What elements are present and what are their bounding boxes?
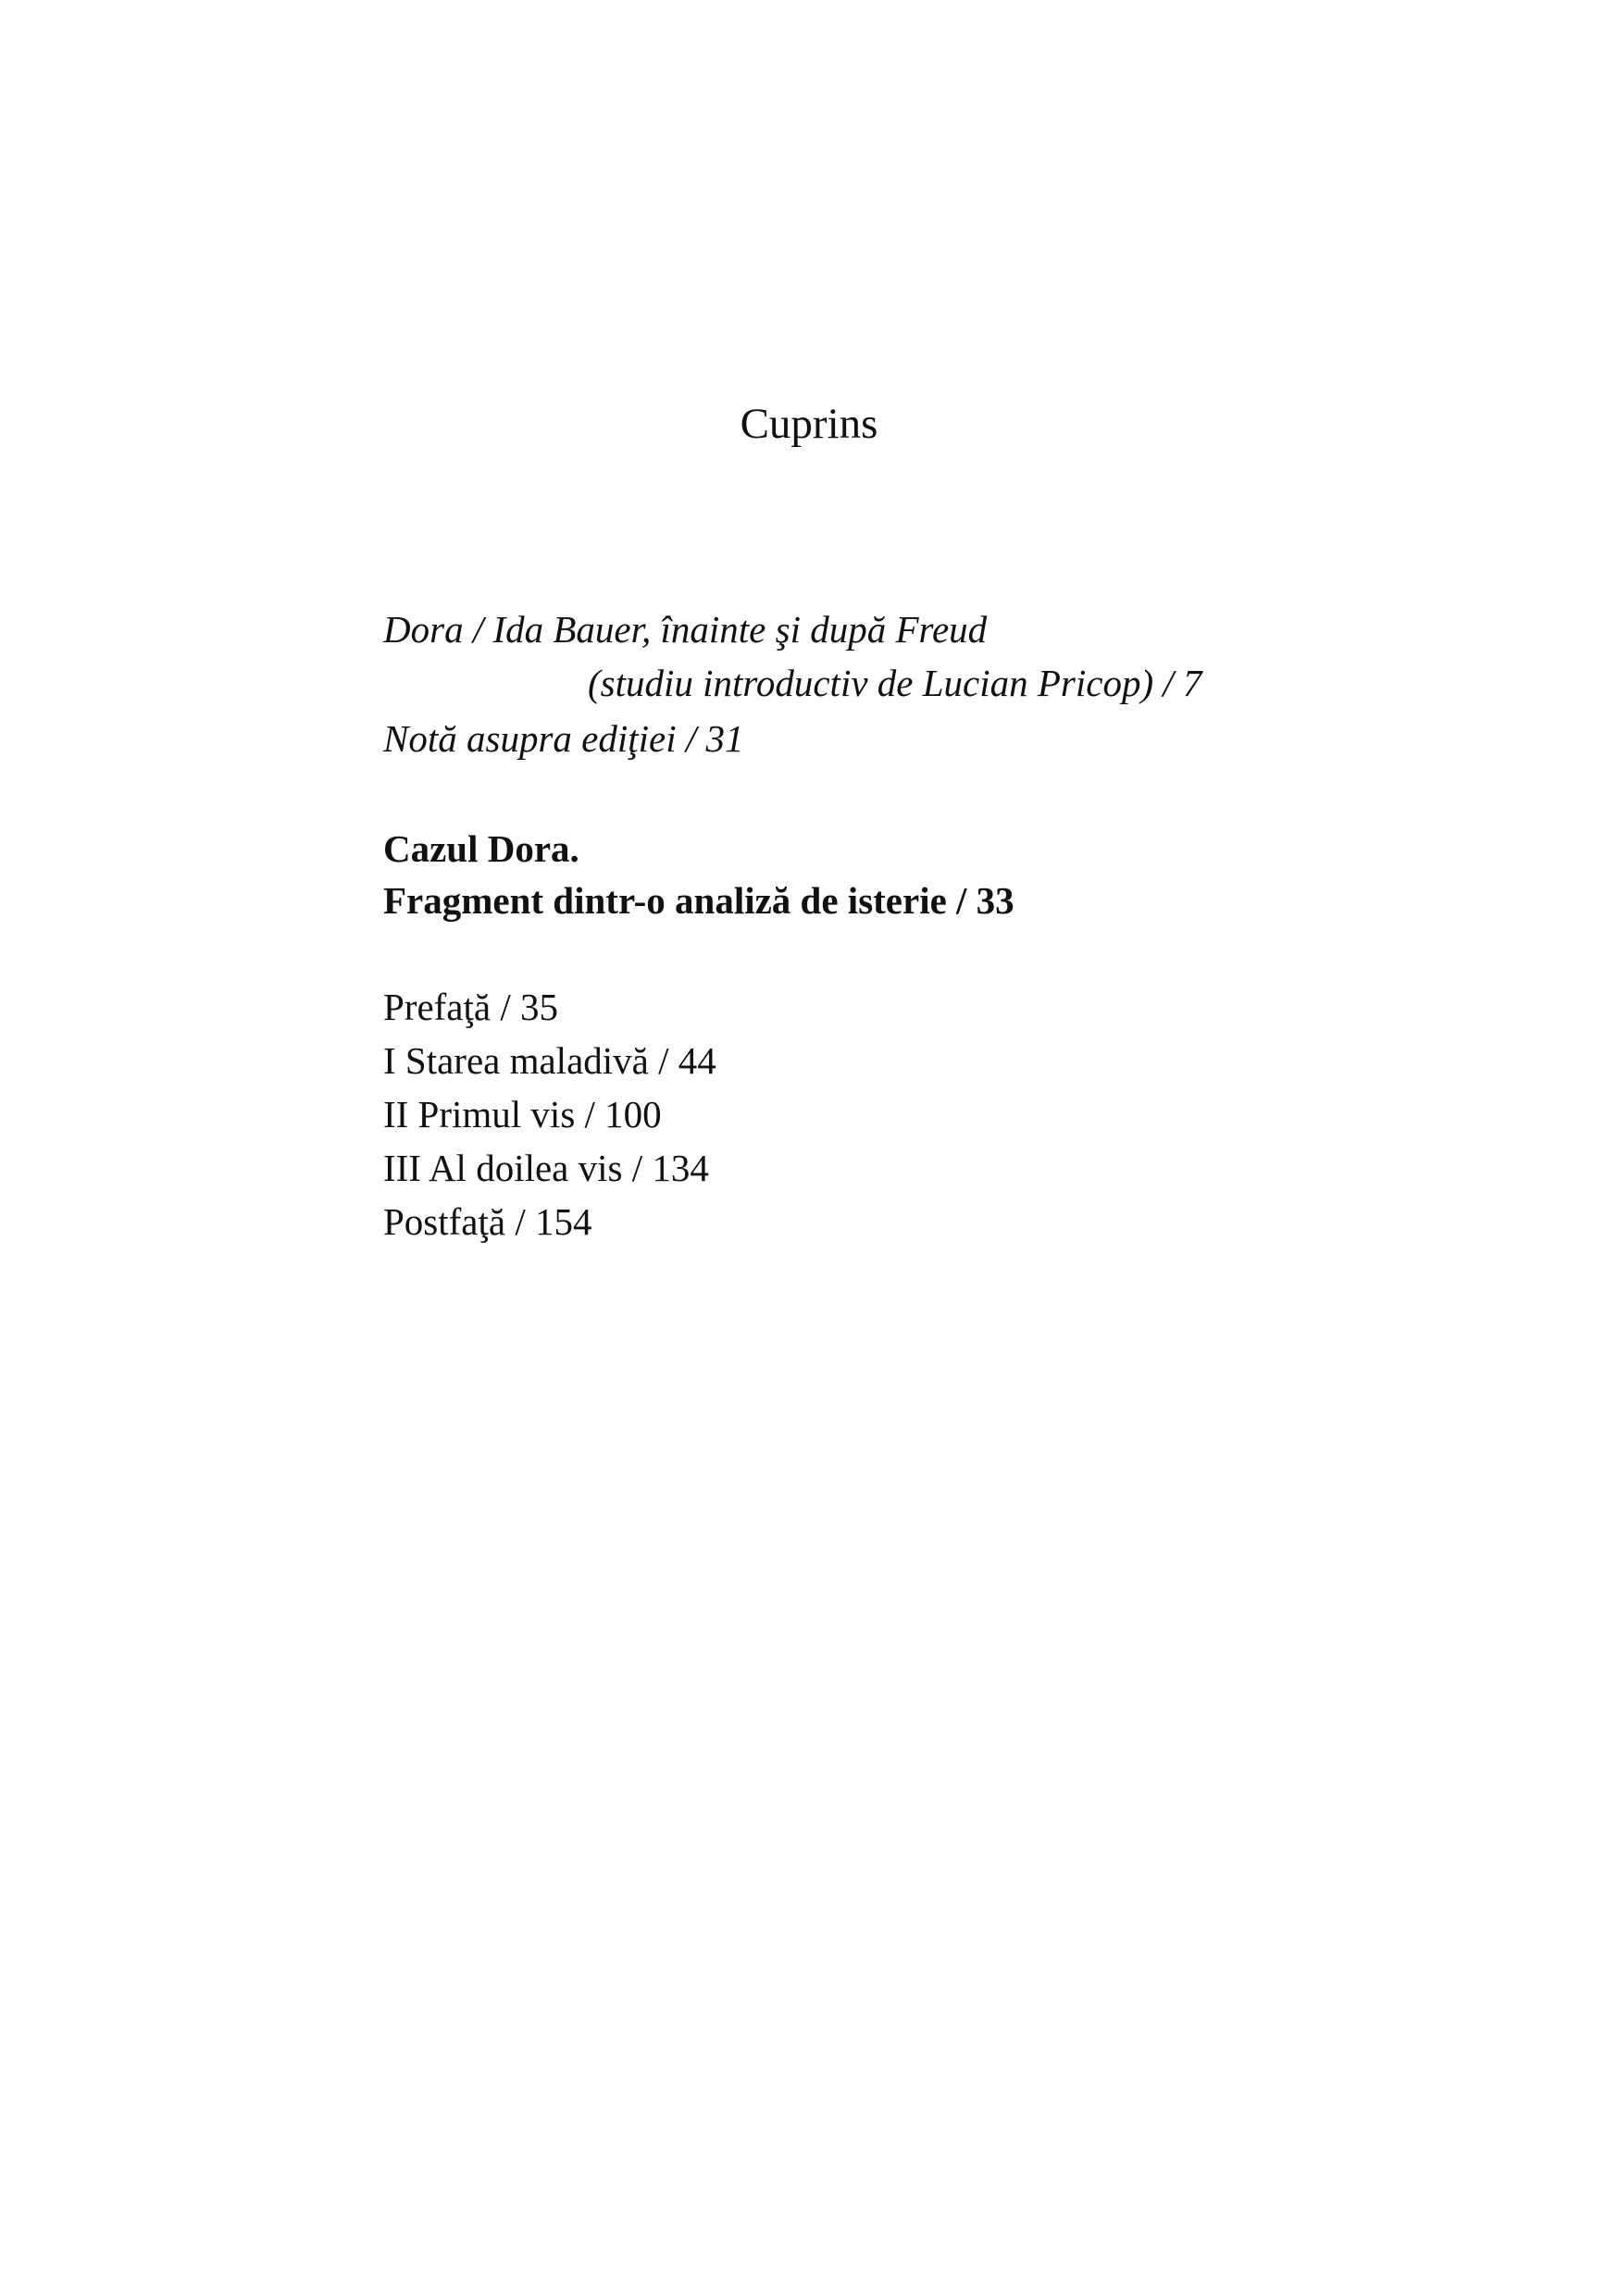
toc-entry-intro-title: Dora / Ida Bauer, înainte şi după Freud: [383, 608, 988, 651]
toc-entry-chapter: III Al doilea vis / 134: [383, 1147, 709, 1189]
toc-entry-chapter: Postfaţă / 154: [383, 1200, 592, 1243]
toc-entry-edition-note: Notă asupra ediţiei / 31: [383, 717, 744, 760]
toc-entry-chapter: I Starea maladivă / 44: [383, 1039, 716, 1082]
toc-entry-chapter: Prefaţă / 35: [383, 986, 558, 1028]
toc-entry-work-title: Cazul Dora.: [383, 827, 579, 870]
toc-entry-work-subtitle: Fragment dintr-o analiză de isterie / 33: [383, 879, 1014, 922]
page-title: Cuprins: [740, 400, 878, 448]
toc-entry-chapter: II Primul vis / 100: [383, 1093, 662, 1136]
toc-entry-intro-author: (studiu introductiv de Lucian Pricop) / 7: [588, 662, 1202, 704]
